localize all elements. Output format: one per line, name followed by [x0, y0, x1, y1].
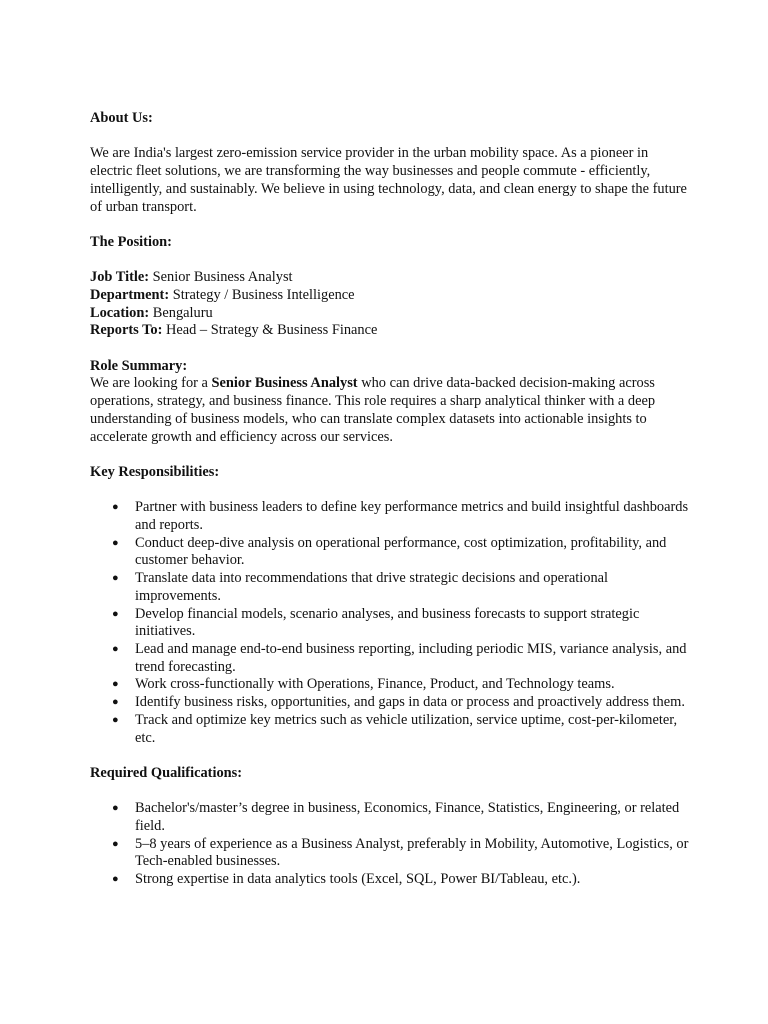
reports-to-value: Head – Strategy & Business Finance	[162, 322, 378, 339]
role-summary-heading: Role Summary:	[90, 357, 188, 374]
list-item	[90, 606, 690, 641]
list-item	[90, 570, 690, 605]
job-title-line	[90, 269, 690, 287]
department-value: Strategy / Business Intelligence	[169, 286, 355, 303]
list-item-text: Partner with business leaders to define key performance metrics and build insightful dashboards and reports.	[135, 499, 689, 534]
about-body: We are India's largest zero-emission service provider in the urban mobility space. As a pioneer in electric fleet solutions, we are transforming the way businesses and people commute - efficiently, intelligently, and sustainably. We believe in using technology, data, and clean energy to shape the future of urban transport.	[90, 145, 687, 215]
list-item	[90, 836, 690, 871]
bullet-icon: ●	[112, 837, 119, 850]
department-label: Department:	[90, 286, 170, 303]
bullet-icon: ●	[112, 607, 119, 620]
bullet-icon: ●	[112, 572, 119, 585]
position-heading: The Position:	[90, 233, 172, 250]
list-item-text: Translate data into recommendations that drive strategic decisions and operational improvements.	[135, 570, 609, 604]
list-item-text: Strong expertise in data analytics tools (Excel, SQL, Power BI/Tableau, etc.).	[135, 871, 581, 888]
position-fields	[90, 269, 690, 340]
list-item	[90, 499, 690, 534]
role-summary-text-before: We are looking for a	[90, 375, 212, 392]
bullet-icon: ●	[112, 678, 119, 691]
department-line	[90, 287, 690, 305]
qualifications-list	[90, 800, 690, 889]
list-item	[90, 800, 690, 835]
list-item-text: Track and optimize key metrics such as vehicle utilization, service uptime, cost-per-kilometer, etc.	[135, 711, 678, 746]
about-heading: About Us:	[90, 110, 153, 126]
qualifications-heading: Required Qualifications:	[90, 764, 243, 781]
list-item	[90, 535, 690, 570]
responsibilities-list	[90, 499, 690, 747]
bullet-icon: ●	[112, 696, 119, 709]
bullet-icon: ●	[112, 501, 119, 514]
list-item-text: Lead and manage end-to-end business reporting, including periodic MIS, variance analysis, and trend forecasting.	[135, 641, 687, 675]
list-item-text: Develop financial models, scenario analyses, and business forecasts to support strategic initiatives.	[135, 605, 640, 640]
bullet-icon: ●	[112, 713, 119, 726]
list-item	[90, 676, 690, 694]
role-summary-bold: Senior Business Analyst	[211, 375, 358, 392]
list-item	[90, 871, 690, 889]
list-item	[90, 712, 690, 747]
list-item-text: 5–8 years of experience as a Business Analyst, preferably in Mobility, Automotive, Logistics, or Tech-enabled businesses.	[135, 835, 689, 870]
job-title-label: Job Title:	[90, 269, 150, 286]
list-item-text: Conduct deep-dive analysis on operational performance, cost optimization, profitability, and customer behavior.	[135, 534, 667, 569]
list-item-text: Bachelor's/master’s degree in business, Economics, Finance, Statistics, Engineering, or related field.	[135, 800, 680, 834]
list-item	[90, 641, 690, 676]
job-title-value: Senior Business Analyst	[149, 269, 293, 286]
list-item	[90, 694, 690, 712]
bullet-icon: ●	[112, 802, 119, 815]
role-summary-text-after: who can drive data-backed decision-making across operations, strategy, and business finance. This role requires a sharp analytical thinker with a deep understanding of business models, who can translate complex datasets into actionable insights to accelerate growth and efficiency across our services.	[90, 375, 656, 445]
list-item-text: Work cross-functionally with Operations, Finance, Product, and Technology teams.	[135, 676, 615, 693]
reports-to-line	[90, 322, 690, 340]
list-item-text: Identify business risks, opportunities, and gaps in data or process and proactively address them.	[135, 694, 685, 711]
responsibilities-heading: Key Responsibilities:	[90, 463, 220, 480]
bullet-icon: ●	[112, 536, 119, 549]
document-content	[90, 110, 690, 889]
reports-to-label: Reports To:	[90, 322, 163, 339]
role-summary-body	[90, 375, 690, 446]
location-line	[90, 305, 690, 323]
location-value: Bengaluru	[149, 304, 213, 321]
location-label: Location:	[90, 304, 150, 321]
bullet-icon: ●	[112, 873, 119, 886]
bullet-icon: ●	[112, 643, 119, 655]
